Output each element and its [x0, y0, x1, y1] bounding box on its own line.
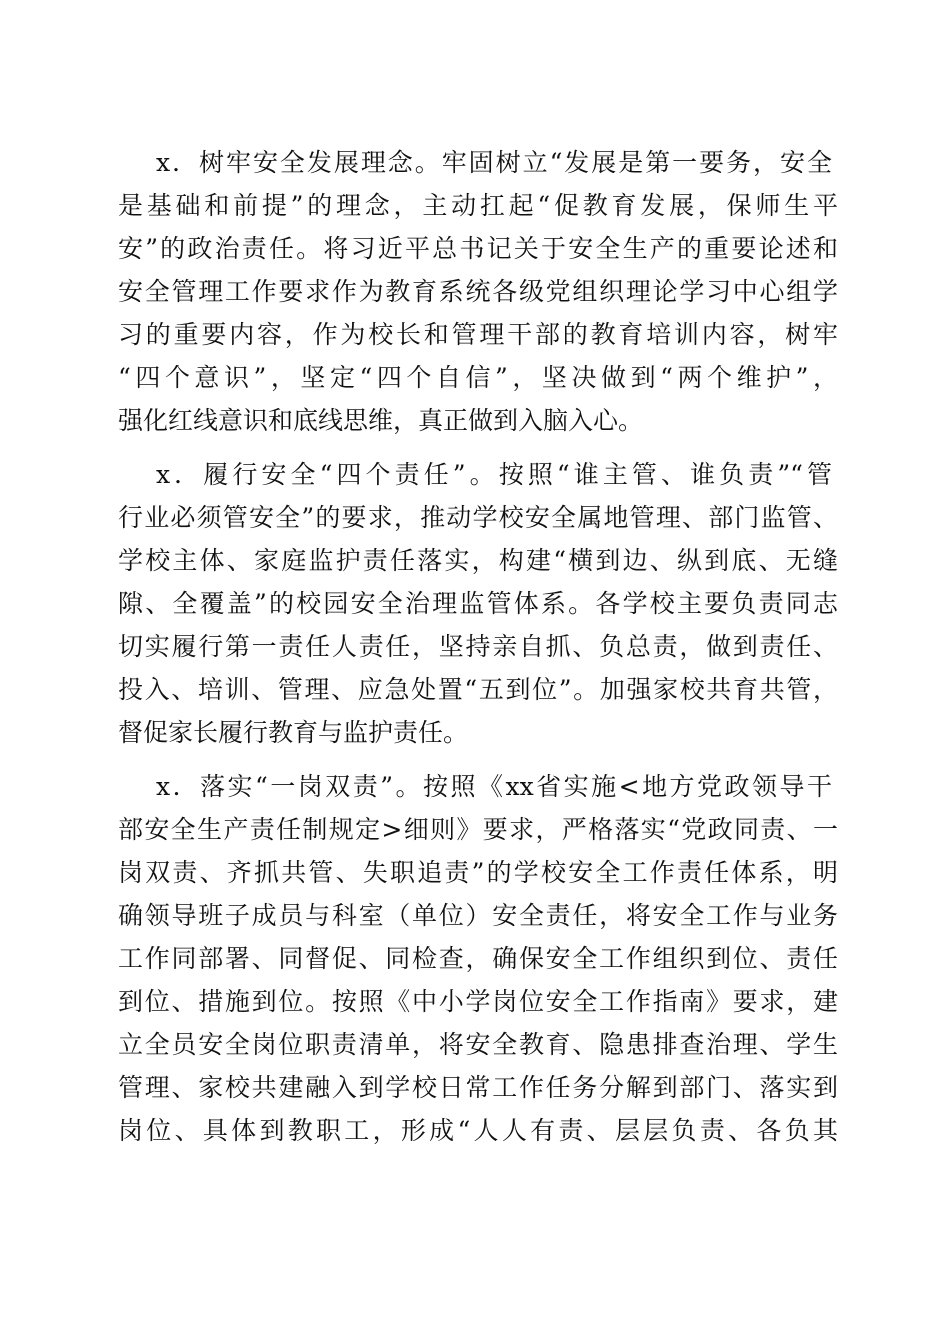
paragraph-2-line-3: 学校主体、家庭监护责任落实，构建“横到边、纵到底、无缝	[118, 546, 838, 575]
paragraph-1-line-7: 强化红线意识和底线思维，真正做到入脑入心。	[118, 406, 644, 435]
paragraph-1-line-2: 是基础和前提”的理念，主动扛起“促教育发展，保师生平	[118, 191, 838, 220]
paragraph-3-line-8: 管理、家校共建融入到学校日常工作任务分解到部门、落实到	[118, 1073, 838, 1102]
paragraph-2-line-4: 隙、全覆盖”的校园安全治理监管体系。各学校主要负责同志	[118, 589, 838, 618]
paragraph-1-line-4: 安全管理工作要求作为教育系统各级党组织理论学习中心组学	[118, 277, 838, 306]
paragraph-1-line-1: x．树牢安全发展理念。牢固树立“发展是第一要务，安全	[156, 148, 832, 177]
paragraph-3-line-9: 岗位、具体到教职工，形成“人人有责、层层负责、各负其	[118, 1116, 838, 1145]
paragraph-1-line-3: 安”的政治责任。将习近平总书记关于安全生产的重要论述和	[118, 234, 838, 263]
paragraph-3-line-6: 到位、措施到位。按照《中小学岗位安全工作指南》要求，建	[118, 987, 838, 1016]
paragraph-1-line-5: 习的重要内容，作为校长和管理干部的教育培训内容，树牢	[118, 320, 838, 349]
paragraph-3-line-4: 确领导班子成员与科室（单位）安全责任，将安全工作与业务	[118, 901, 838, 930]
paragraph-2-line-5: 切实履行第一责任人责任，坚持亲自抓、负总责，做到责任、	[118, 632, 838, 661]
paragraph-2-line-2: 行业必须管安全”的要求，推动学校安全属地管理、部门监管、	[118, 503, 838, 532]
paragraph-3-line-3: 岗双责、齐抓共管、失职追责”的学校安全工作责任体系，明	[118, 858, 838, 887]
paragraph-2-line-7: 督促家长履行教育与监护责任。	[118, 718, 469, 747]
paragraph-3-line-7: 立全员安全岗位职责清单，将安全教育、隐患排查治理、学生	[118, 1030, 838, 1059]
paragraph-2-line-6: 投入、培训、管理、应急处置“五到位”。加强家校共育共管，	[118, 675, 838, 704]
paragraph-3-line-1: x．落实“一岗双责”。按照《xx省实施<地方党政领导干	[156, 772, 832, 801]
paragraph-3-line-2: 部安全生产责任制规定>细则》要求，严格落实“党政同责、一	[118, 815, 838, 844]
paragraph-3-line-5: 工作同部署、同督促、同检查，确保安全工作组织到位、责任	[118, 944, 838, 973]
paragraph-2-line-1: x．履行安全“四个责任”。按照“谁主管、谁负责”“管	[156, 460, 832, 489]
paragraph-1-line-6: “四个意识”，坚定“四个自信”，坚决做到“两个维护”，	[118, 363, 838, 392]
